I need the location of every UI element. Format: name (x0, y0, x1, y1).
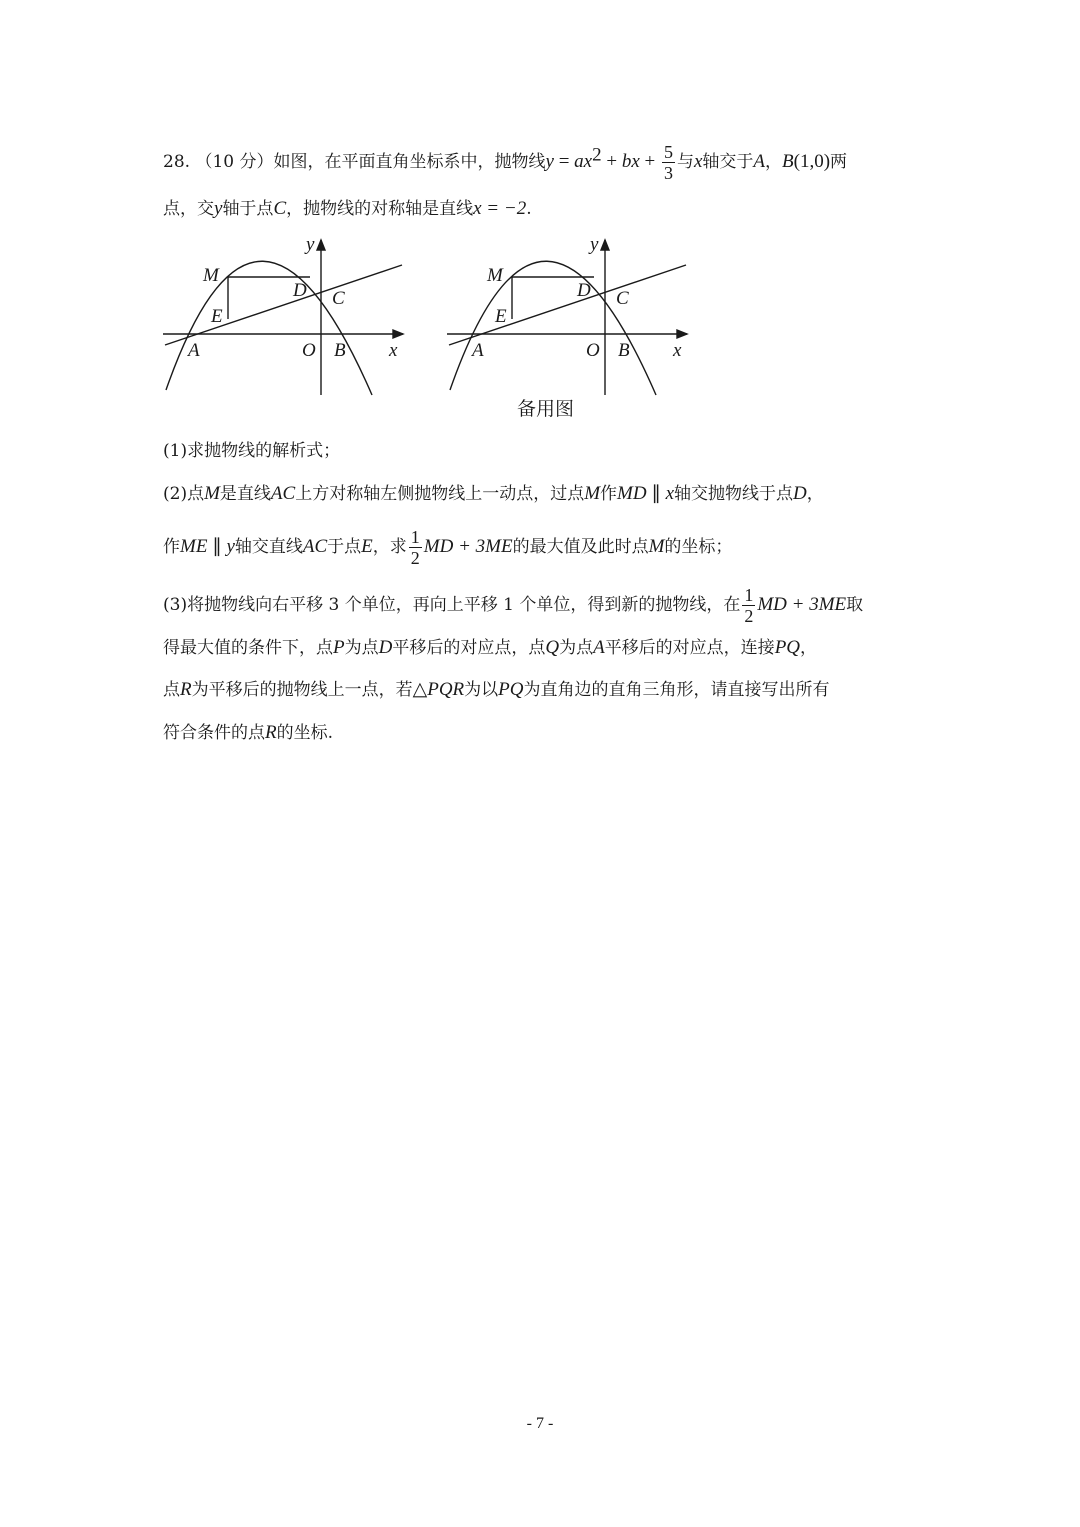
math-expr: x = −2 (473, 198, 527, 219)
math-expr: MD + 3ME (423, 536, 513, 557)
part-text: ， (806, 484, 824, 504)
math-var: Q (545, 637, 560, 658)
problem-text: ， (765, 152, 783, 172)
fraction-5-3 (662, 142, 675, 183)
problem-text: 轴交于 (702, 152, 754, 172)
math-var: M (584, 483, 601, 504)
label-E: E (495, 306, 507, 327)
y-axis-arrow-icon (317, 240, 325, 250)
math-var: R (180, 679, 192, 700)
part-text: 轴交直线 (234, 537, 303, 557)
x-axis-arrow-icon (677, 330, 687, 338)
label-x: x (389, 340, 398, 361)
frac-den: 2 (410, 548, 420, 568)
label-B: B (618, 340, 630, 361)
problem-number: 28. (163, 152, 191, 172)
label-y: y (306, 234, 315, 255)
math-var: E (361, 536, 373, 557)
label-B: B (334, 340, 346, 361)
frac-den: 2 (744, 606, 754, 626)
part-text: ，求 (372, 537, 407, 557)
part-text: 平移后的对应点，连接 (604, 638, 775, 658)
math-op: + (639, 151, 660, 172)
figure-spare (444, 230, 694, 400)
math-op: + (601, 151, 622, 172)
part-3-line-1 (163, 585, 863, 626)
label-C: C (332, 288, 345, 309)
part-text: 平移后的对应点，点 (392, 638, 546, 658)
part-text: 得最大值的条件下，点 (163, 638, 333, 658)
problem-text: 与 (676, 152, 694, 172)
math-op: ∥ (646, 483, 666, 504)
label-D: D (293, 280, 307, 301)
part-1 (163, 438, 340, 464)
label-A: A (472, 340, 484, 361)
part-text: ， (800, 638, 818, 658)
label-O: O (302, 340, 316, 361)
math-var: AC (302, 536, 328, 557)
fraction-1-2 (742, 585, 755, 626)
frac-num: 1 (410, 527, 420, 547)
problem-text: 如图，在平面直角坐标系中，抛物线 (273, 152, 546, 172)
math-op: ∥ (207, 536, 227, 557)
label-M: M (487, 265, 503, 286)
part-text: 是直线 (219, 484, 271, 504)
part-1-text: (1)求抛物线的解析式； (163, 441, 341, 461)
label-x: x (673, 340, 682, 361)
math-var: D (793, 483, 807, 504)
triangle-icon: △ (412, 679, 428, 700)
part-3-line-2 (163, 635, 817, 661)
problem-text: 轴于点 (222, 199, 274, 219)
math-var: M (648, 536, 665, 557)
math-var: PQ (774, 637, 801, 658)
part-3-line-4 (163, 720, 333, 746)
part-text: 的最大值及此时点 (512, 537, 649, 557)
math-var: R (265, 722, 277, 743)
problem-score: （10 分） (195, 152, 274, 172)
x-axis-arrow-icon (393, 330, 403, 338)
figure-caption: 备用图 (517, 398, 575, 420)
part-text: 为以 (464, 680, 499, 700)
part-text: 为直角边的直角三角形，请直接写出所有 (523, 680, 830, 700)
math-op: = (553, 151, 575, 172)
math-var: bx (621, 151, 640, 172)
math-var: x (693, 151, 703, 172)
math-var: y (545, 151, 554, 172)
problem-line-1 (163, 142, 847, 183)
page-number: - 7 - (526, 1415, 554, 1432)
part-text: 于点 (327, 537, 362, 557)
label-E: E (211, 306, 223, 327)
math-var: B (782, 151, 794, 172)
part-text: 符合条件的点 (163, 723, 265, 743)
math-var: x (665, 483, 675, 504)
part-text: 的坐标. (276, 723, 334, 743)
part-2-line-2 (163, 527, 732, 568)
label-O: O (586, 340, 600, 361)
y-axis-arrow-icon (601, 240, 609, 250)
math-coords: (1,0) (793, 151, 831, 172)
math-var: M (204, 483, 220, 504)
label-A: A (188, 340, 200, 361)
problem-text: 两 (830, 152, 848, 172)
math-var: MD (617, 483, 647, 504)
problem-line-2 (163, 196, 532, 222)
label-D: D (577, 280, 591, 301)
frac-den: 3 (663, 163, 673, 183)
problem-text: 点，交 (163, 199, 214, 219)
part-text: 取 (846, 595, 864, 615)
parabola (166, 261, 372, 395)
part-text: 作 (163, 537, 180, 557)
math-var: PQ (498, 679, 524, 700)
part-text: 为平移后的抛物线上一点，若 (191, 680, 413, 700)
frac-num: 5 (663, 142, 673, 162)
part-text: 为点 (559, 638, 594, 658)
math-var: AC (270, 483, 296, 504)
part-text: 作 (600, 484, 618, 504)
math-var: A (753, 151, 766, 172)
part-text: 点 (163, 680, 180, 700)
math-var: y (214, 198, 223, 219)
math-var: ax (574, 151, 593, 172)
part-text: 的坐标； (664, 537, 733, 557)
part-text: 为点 (344, 638, 379, 658)
part-text: (2)点 (163, 484, 205, 504)
math-var: D (378, 637, 393, 658)
part-2-line-1 (163, 481, 824, 507)
fraction-1-2 (409, 527, 422, 568)
part-text: (3)将抛物线向右平移 3 个单位，再向上平移 1 个单位，得到新的抛物线，在 (163, 595, 741, 615)
part-3-line-3 (163, 677, 830, 703)
part-text: 轴交抛物线于点 (674, 484, 794, 504)
problem-text: . (526, 199, 532, 219)
label-y: y (590, 234, 599, 255)
problem-text: ，抛物线的对称轴是直线 (286, 199, 474, 219)
math-var: A (593, 637, 605, 658)
math-var: C (273, 198, 287, 219)
math-var: ME (180, 536, 208, 557)
math-var: P (333, 637, 345, 658)
math-var: y (226, 536, 235, 557)
math-exp: 2 (592, 144, 602, 166)
figure-main (160, 230, 410, 400)
parabola (450, 261, 656, 395)
label-C: C (616, 288, 629, 309)
frac-num: 1 (744, 585, 754, 605)
part-text: 上方对称轴左侧抛物线上一动点，过点 (295, 484, 585, 504)
math-expr: MD + 3ME (757, 594, 847, 615)
label-M: M (203, 265, 219, 286)
math-var: PQR (427, 679, 465, 700)
